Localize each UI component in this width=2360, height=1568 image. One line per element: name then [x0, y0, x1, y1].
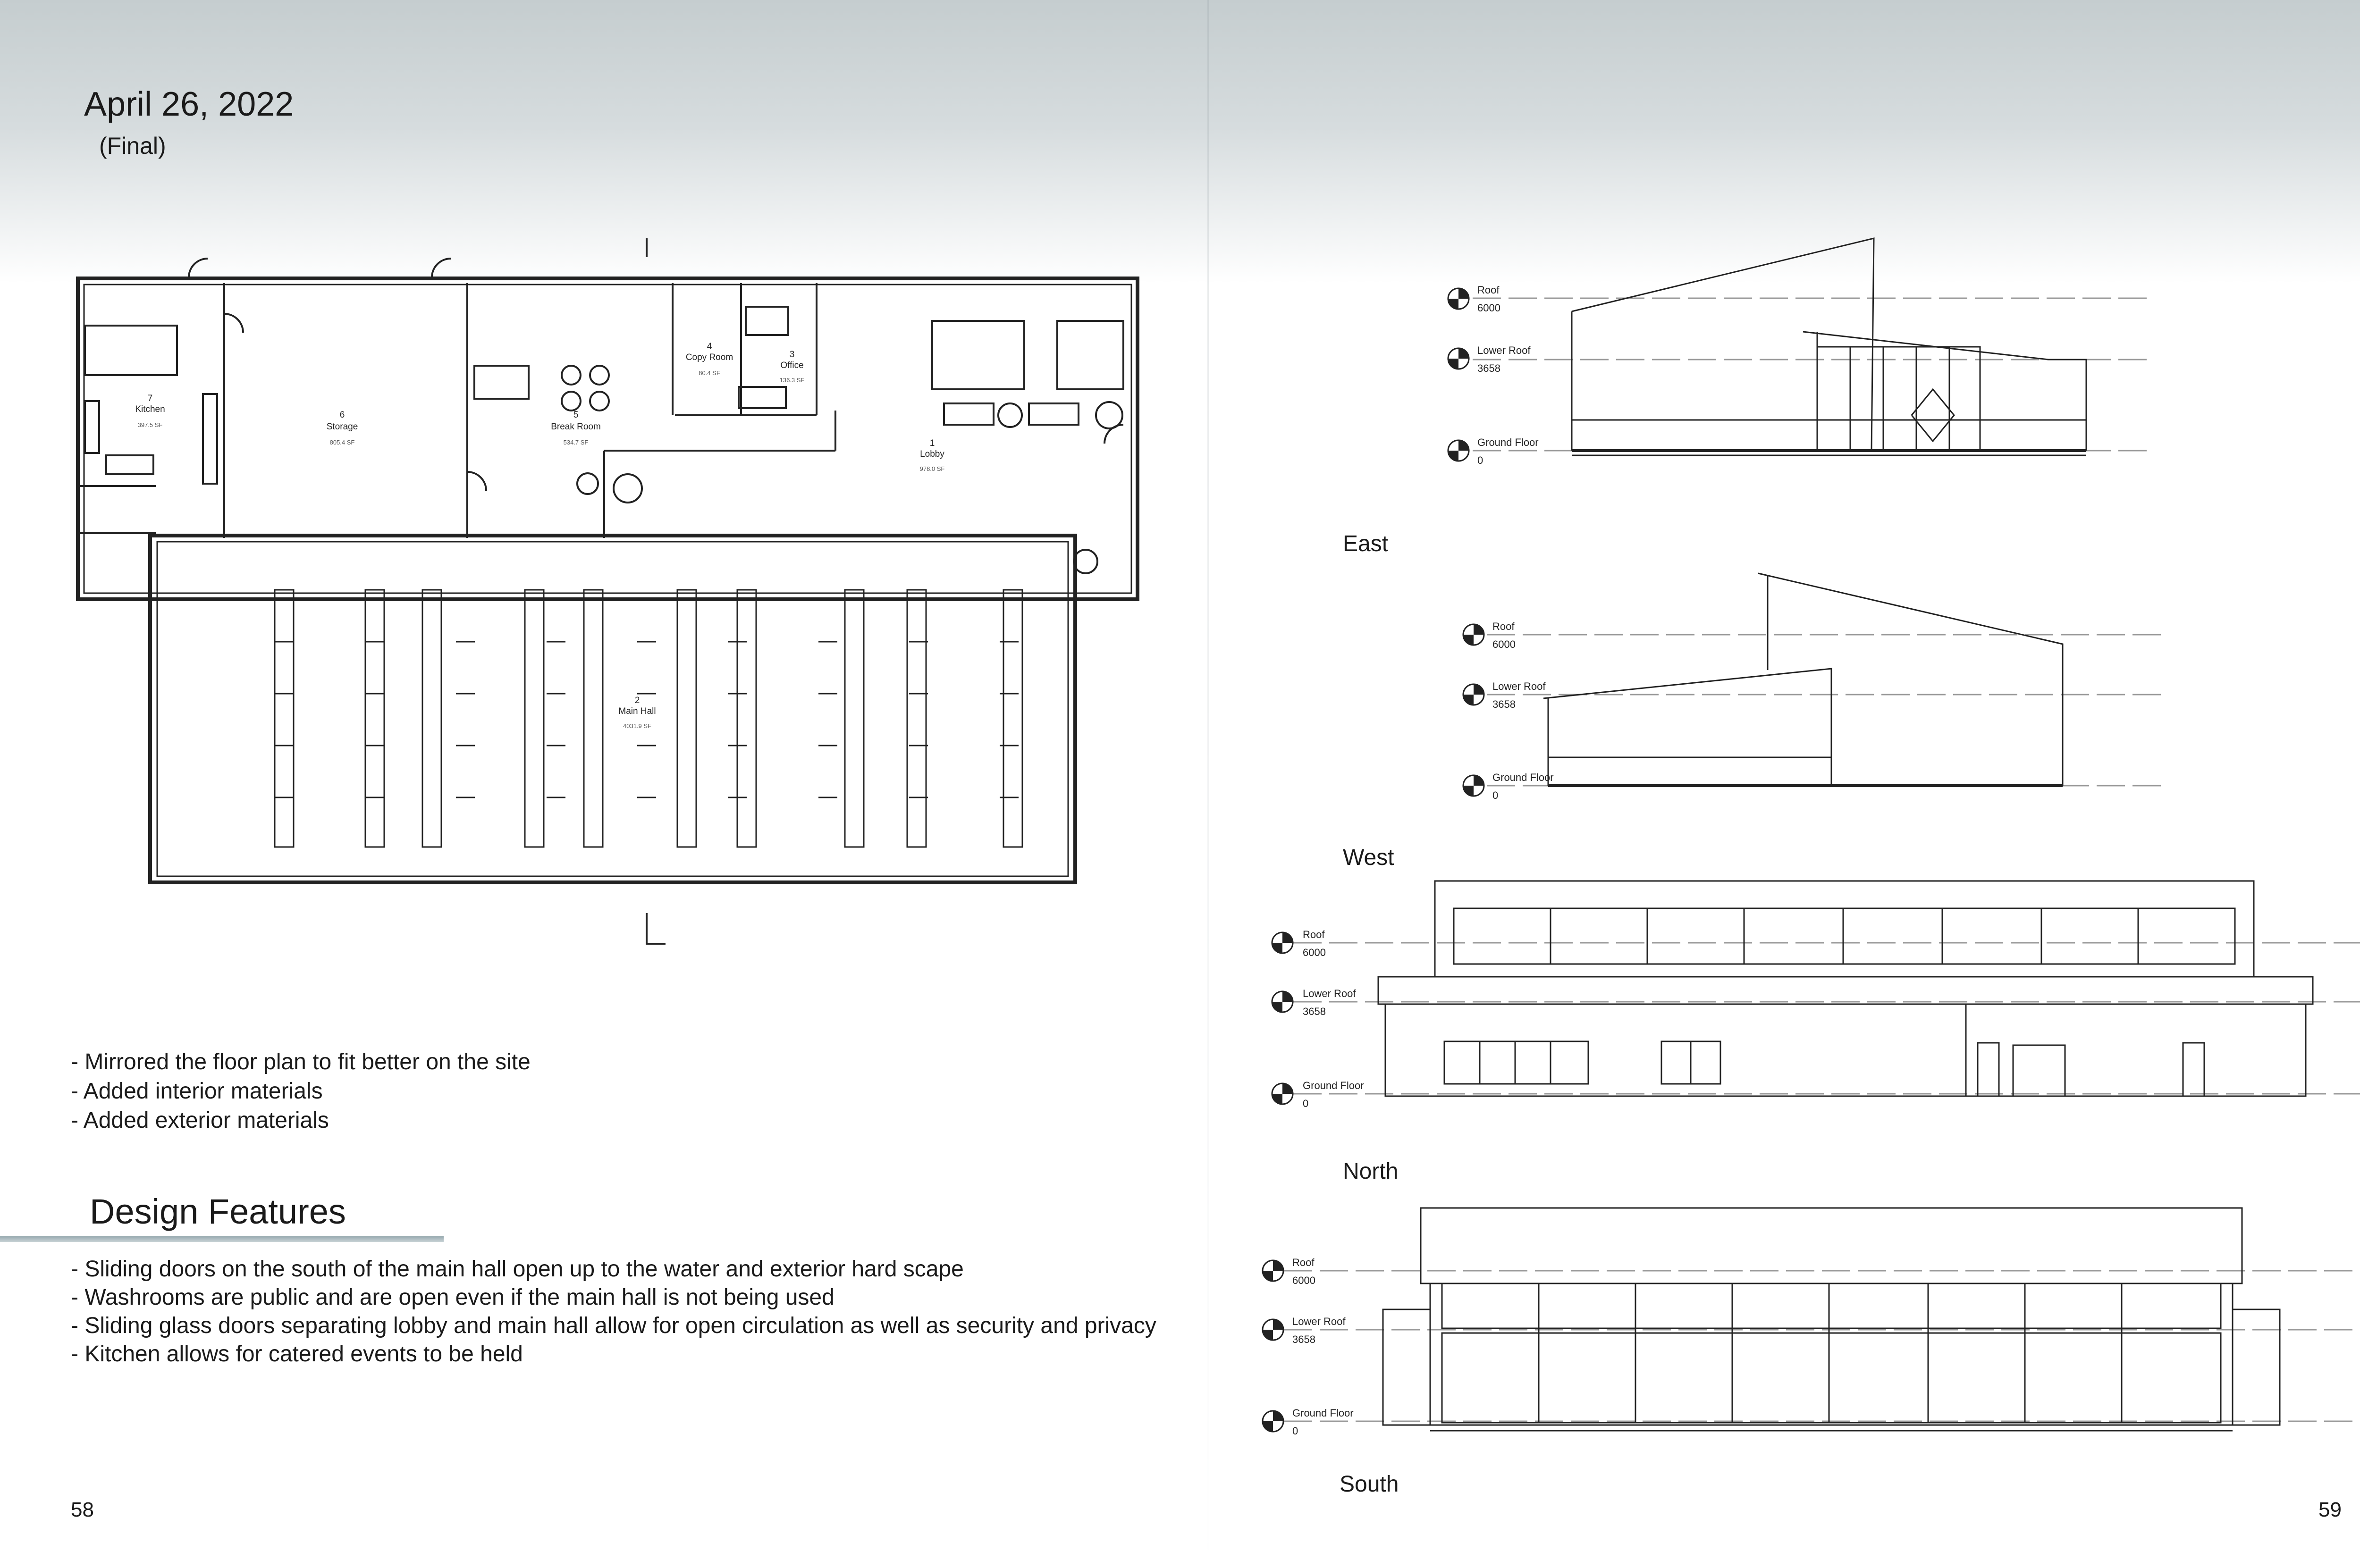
- room-mainhall-name: Main Hall: [618, 706, 656, 716]
- level-lower-roof-value: 3658: [1477, 362, 1500, 374]
- room-office-area: 136.3 SF: [779, 377, 805, 384]
- room-kitchen-area: 397.5 SF: [137, 421, 163, 428]
- level-roof-label: Roof: [1292, 1257, 1315, 1268]
- level-markers-west: [1463, 620, 1554, 801]
- room-storage-number: 6: [339, 410, 345, 420]
- elevation-drawings: [1246, 226, 2360, 1463]
- note-item: - Mirrored the floor plan to fit better on the site: [71, 1049, 531, 1074]
- level-markers-south: [1263, 1257, 1354, 1437]
- level-ground-value: 0: [1303, 1098, 1309, 1109]
- room-breakroom-number: 5: [573, 410, 579, 420]
- room-kitchen-number: 7: [147, 394, 153, 403]
- level-ground-label: Ground Floor: [1492, 771, 1554, 783]
- room-office-name: Office: [780, 361, 804, 370]
- level-lower-roof-label: Lower Roof: [1492, 680, 1546, 692]
- room-office-number: 3: [789, 350, 795, 360]
- level-roof-label: Roof: [1477, 284, 1500, 296]
- north-elevation: [1293, 881, 2360, 1096]
- east-elevation: [1473, 238, 2152, 455]
- room-copyroom-name: Copy Room: [685, 352, 733, 362]
- page-number-right: 59: [2318, 1498, 2342, 1521]
- room-storage-area: 805.4 SF: [329, 439, 355, 446]
- level-ground-label: Ground Floor: [1303, 1080, 1364, 1091]
- feature-item: - Washrooms are public and are open even if the main hall is not being used: [71, 1285, 834, 1310]
- floor-plan: [71, 226, 1156, 963]
- room-mainhall-number: 2: [634, 696, 640, 705]
- south-elevation: [1284, 1208, 2360, 1431]
- heading-underline: [0, 1236, 444, 1242]
- level-roof-value: 6000: [1292, 1275, 1315, 1286]
- level-lower-roof-value: 3658: [1492, 698, 1516, 710]
- revision-notes: [71, 1048, 920, 1135]
- page-date: April 26, 2022: [84, 85, 294, 123]
- elevation-label-south: South: [1340, 1472, 1399, 1497]
- level-roof-value: 6000: [1477, 302, 1500, 314]
- note-item: - Added interior materials: [71, 1079, 323, 1104]
- room-copyroom-number: 4: [707, 342, 712, 352]
- west-elevation: [1487, 573, 2166, 786]
- room-breakroom-area: 534.7 SF: [563, 439, 589, 446]
- note-item: - Added exterior materials: [71, 1108, 329, 1133]
- level-roof-label: Roof: [1303, 929, 1325, 940]
- room-kitchen-name: Kitchen: [135, 404, 165, 414]
- elevation-label-north: North: [1343, 1159, 1399, 1184]
- elevation-label-east: East: [1343, 531, 1389, 556]
- level-roof-label: Roof: [1492, 620, 1515, 632]
- level-lower-roof-label: Lower Roof: [1477, 344, 1531, 356]
- feature-item: - Sliding glass doors separating lobby and main hall allow for open circulation as well as security and privacy: [71, 1313, 1156, 1338]
- level-ground-value: 0: [1292, 1425, 1298, 1437]
- room-lobby-number: 1: [929, 438, 935, 448]
- level-markers-north: [1272, 929, 1364, 1109]
- room-lobby-name: Lobby: [920, 449, 944, 459]
- design-features-list: [71, 1255, 1156, 1368]
- level-markers-east: [1448, 284, 1539, 466]
- book-spine: [1207, 0, 1209, 1568]
- feature-item: - Kitchen allows for catered events to be held: [71, 1342, 523, 1367]
- room-storage-name: Storage: [326, 422, 358, 432]
- level-ground-label: Ground Floor: [1477, 436, 1539, 448]
- level-roof-value: 6000: [1492, 638, 1516, 650]
- level-ground-label: Ground Floor: [1292, 1407, 1354, 1419]
- design-features-heading: Design Features: [90, 1192, 346, 1231]
- level-lower-roof-value: 3658: [1303, 1006, 1326, 1017]
- page-status: (Final): [99, 133, 166, 159]
- room-mainhall-area: 4031.9 SF: [623, 722, 651, 729]
- level-ground-value: 0: [1492, 789, 1499, 801]
- elevation-label-west: West: [1343, 845, 1394, 870]
- level-lower-roof-label: Lower Roof: [1292, 1316, 1346, 1327]
- room-lobby-area: 978.0 SF: [919, 465, 945, 472]
- room-breakroom-name: Break Room: [551, 422, 601, 432]
- room-copyroom-area: 80.4 SF: [699, 369, 720, 377]
- level-ground-value: 0: [1477, 454, 1483, 466]
- level-lower-roof-value: 3658: [1292, 1333, 1315, 1345]
- level-roof-value: 6000: [1303, 947, 1326, 958]
- page-number-left: 58: [71, 1498, 94, 1521]
- level-lower-roof-label: Lower Roof: [1303, 988, 1356, 999]
- feature-item: - Sliding doors on the south of the main hall open up to the water and exterior hard scape: [71, 1257, 964, 1282]
